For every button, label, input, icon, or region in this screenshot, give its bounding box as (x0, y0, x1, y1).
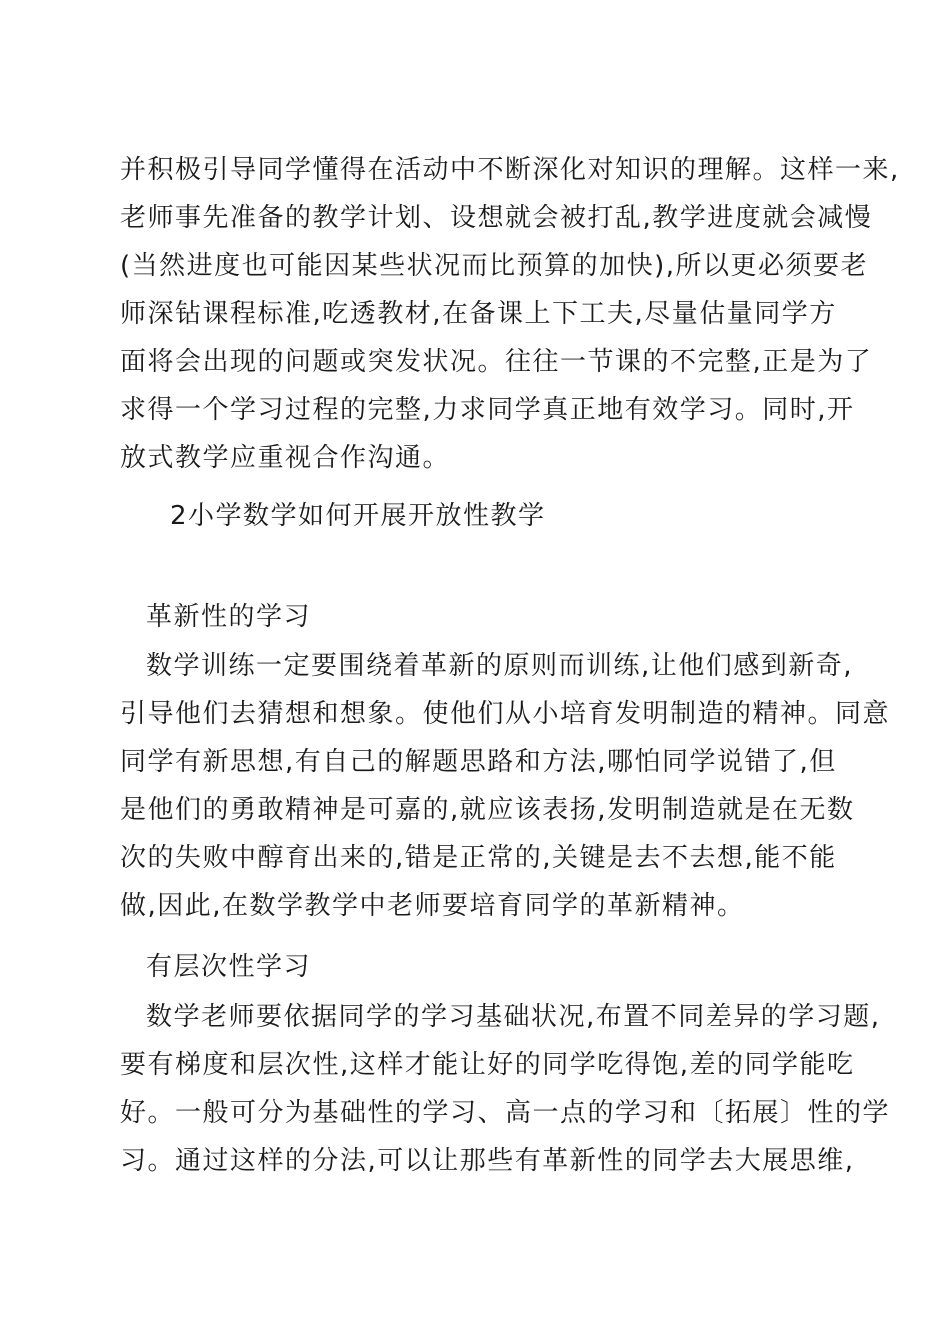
paragraph-line: 要有梯度和层次性,这样才能让好的同学吃得饱,差的同学能吃 (120, 1050, 855, 1080)
subheading-layered-learning: 有层次性学习 (146, 952, 312, 982)
paragraph-line: 好。一般可分为基础性的学习、高一点的学习和〔拓展〕性的学 (120, 1098, 891, 1128)
paragraph-line: 数学训练一定要围绕着革新的原则而训练,让他们感到新奇, (146, 651, 854, 681)
paragraph-line: (当然进度也可能因某些状况而比预算的加快),所以更必须要老 (120, 251, 869, 281)
paragraph-line: 是他们的勇敢精神是可嘉的,就应该表扬,发明制造就是在无数 (120, 795, 855, 825)
paragraph-line: 师深钻课程标准,吃透教材,在备课上下工夫,尽量估量同学方 (120, 299, 837, 329)
paragraph-line: 引导他们去猜想和想象。使他们从小培育发明制造的精神。同意 (120, 699, 891, 729)
section-heading: 2小学数学如何开展开放性教学 (170, 501, 546, 531)
paragraph-line: 做,因此,在数学教学中老师要培育同学的革新精神。 (120, 891, 745, 921)
paragraph-line: 习。通过这样的分法,可以让那些有革新性的同学去大展思维, (120, 1146, 855, 1176)
paragraph-line: 数学老师要依据同学的学习基础状况,布置不同差异的学习题, (146, 1002, 881, 1032)
paragraph-line: 面将会出现的问题或突发状况。往往一节课的不完整,正是为了 (120, 347, 873, 377)
subheading-innovative-learning: 革新性的学习 (146, 602, 312, 632)
paragraph-line: 并积极引导同学懂得在活动中不断深化对知识的理解。这样一来, (120, 155, 900, 185)
paragraph-line: 同学有新思想,有自己的解题思路和方法,哪怕同学说错了,但 (120, 747, 837, 777)
paragraph-line: 老师事先准备的教学计划、设想就会被打乱,教学进度就会减慢 (120, 203, 873, 233)
paragraph-line: 求得一个学习过程的完整,力求同学真正地有效学习。同时,开 (120, 395, 855, 425)
paragraph-line: 次的失败中醇育出来的,错是正常的,关键是去不去想,能不能 (120, 843, 837, 873)
paragraph-line: 放式教学应重视合作沟通。 (120, 443, 451, 473)
